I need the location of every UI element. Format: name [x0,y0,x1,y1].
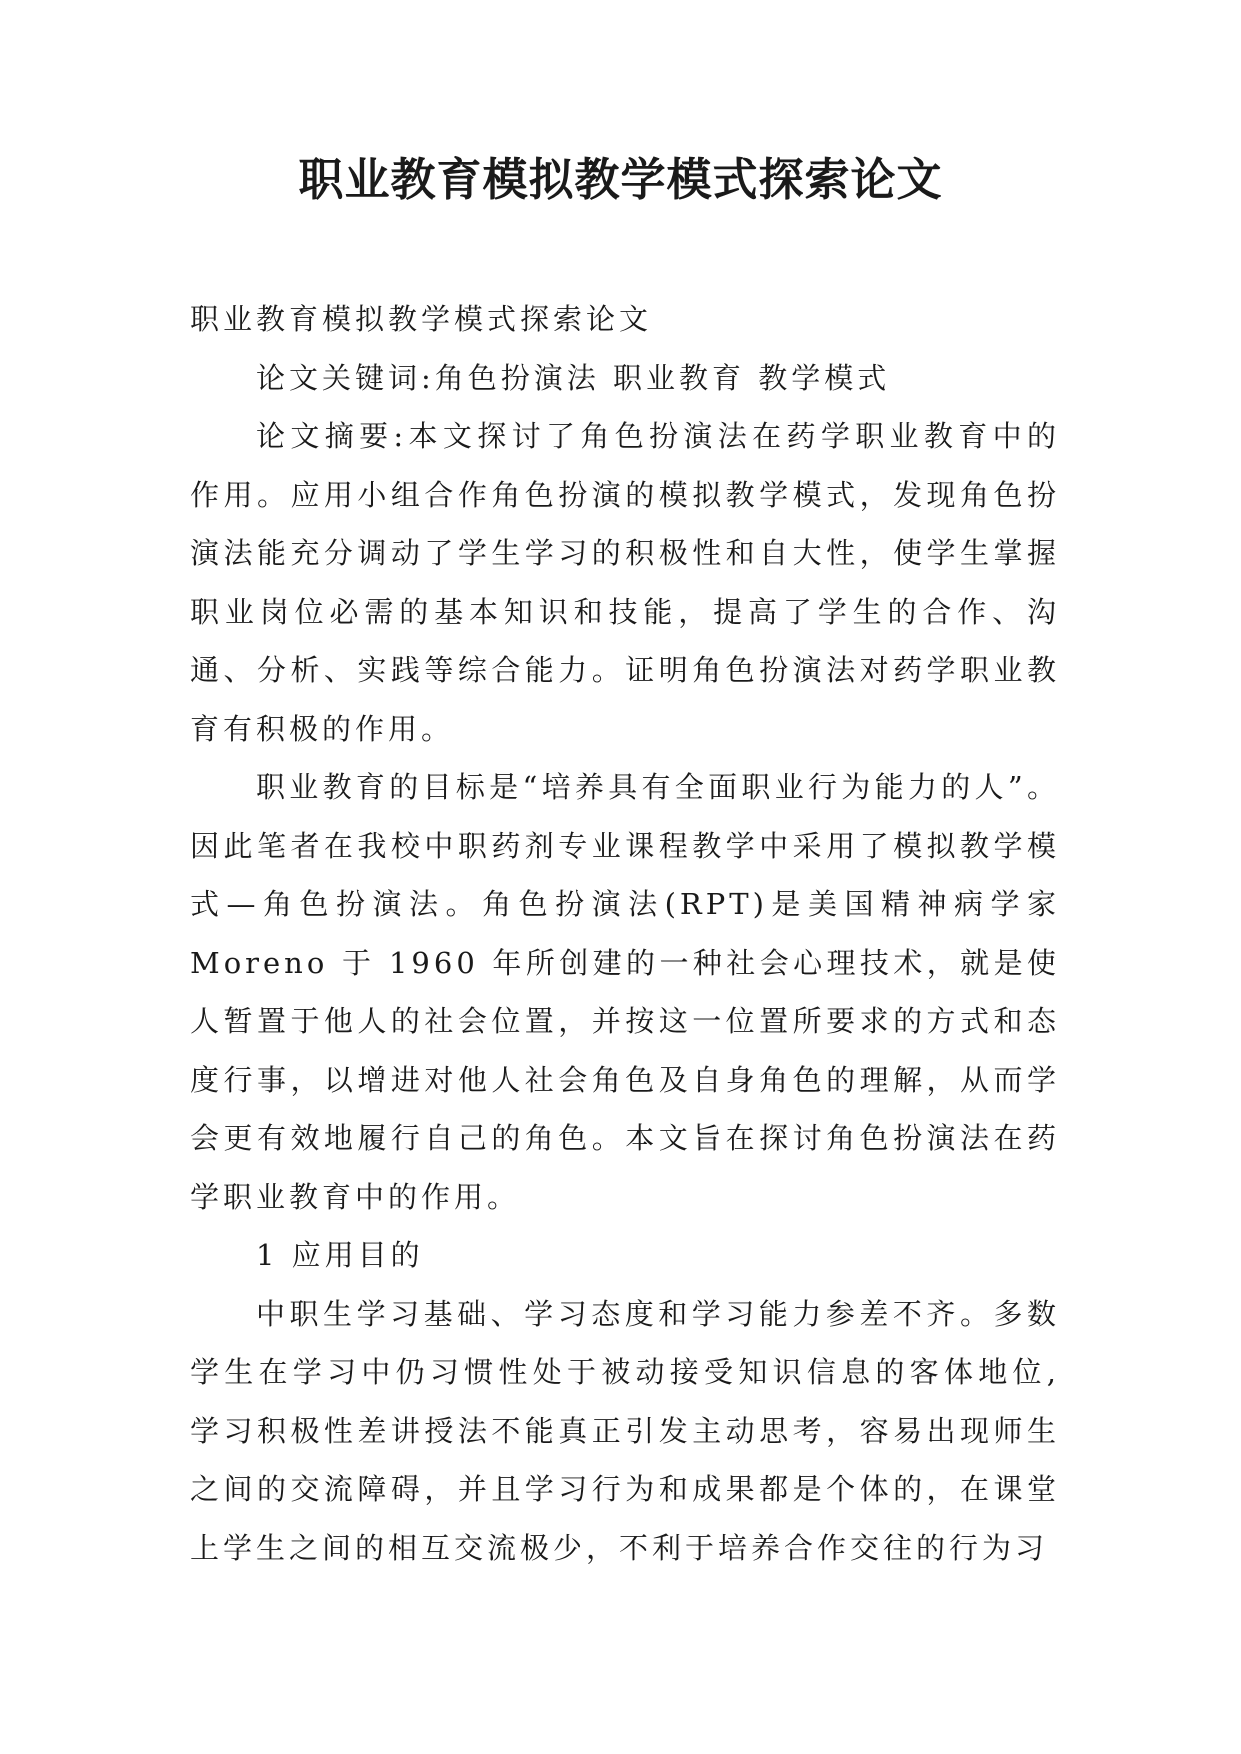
intro-paragraph: 职业教育的目标是“培养具有全面职业行为能力的人”。因此笔者在我校中职药剂专业课程教学中采用了模拟教学模式—角色扮演法。角色扮演法(RPT)是美国精神病学家Moreno 于 1960 年所创建的一种社会心理技术，就是使人暂置于他人的社会位置，并按这一位置所要求的方式和态度行事，以增进对他人社会角色及自身角色的理解，从而学会更有效地履行自己的角色。本文旨在探讨角色扮演法在药学职业教育中的作用。 [190,770,1060,1214]
section-paragraph: 中职生学习基础、学习态度和学习能力参差不齐。多数学生在学习中仍习惯性处于被动接受知识信息的客体地位,学习积极性差讲授法不能真正引发主动思考，容易出现师生之间的交流障碍，并且学习行为和成果都是个体的，在课堂上学生之间的相互交流极少，不利于培养合作交往的行为习 [190,1296,1060,1565]
document-title: 职业教育模拟教学模式探索论文 [298,153,943,206]
section-heading: 1 应用目的 [256,1238,424,1272]
abstract-paragraph: 论文摘要:本文探讨了角色扮演法在药学职业教育中的作用。应用小组合作角色扮演的模拟教学模式，发现角色扮演法能充分调动了学生学习的积极性和自大性，使学生掌握职业岗位必需的基本知识和技能，提高了学生的合作、沟通、分析、实践等综合能力。证明角色扮演法对药学职业教育有积极的作用。 [190,419,1060,746]
subtitle-paragraph: 职业教育模拟教学模式探索论文 [190,302,653,336]
keywords-paragraph: 论文关键词:角色扮演法 职业教育 教学模式 [256,360,891,395]
document-body [190,290,1060,1577]
